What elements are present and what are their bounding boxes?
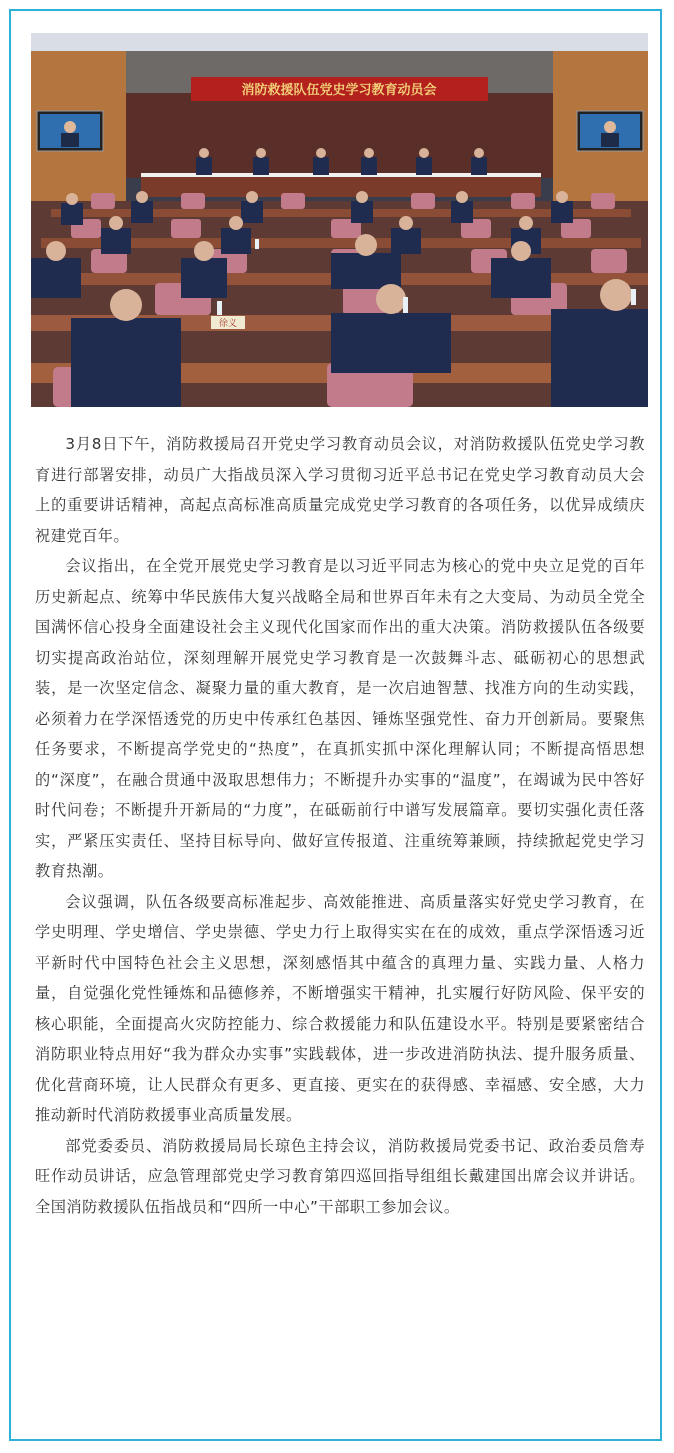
meeting-banner xyxy=(191,77,488,101)
right-video-screen xyxy=(577,111,643,151)
banner-text: 消防救援队伍党史学习教育动员会 xyxy=(241,83,437,98)
paragraph-2: 会议指出，在全党开展党史学习教育是以习近平同志为核心的党中央立足党的百年历史新起点、统筹中华民族伟大复兴战略全局和世界百年未有之大变局、为动员全党全国满怀信心投身全面建设社会主义现代化国家而作出的重大决策。消防救援队伍各级要切实提高政治站位，深刻理解开展党史学习教育是一次鼓舞斗志、砥砺初心的思想武装，是一次坚定信念、凝聚力量的重大教育，是一次启迪智慧、找准方向的生动实践，必须着力在学深悟透党的历史中传承红色基因、锤炼坚强党性、奋力开创新局。要聚焦任务要求，不断提高学党史的“热度”，在真抓实抓中深化理解认同；不断提高悟思想的“深度”，在融合贯通中汲取思想伟力；不断提升办实事的“温度”，在竭诚为民中答好时代问卷；不断提升开新局的“力度”，在砥砺前行中谱写发展篇章。要切实强化责任落实，严紧压实责任、坚持目标导向、做好宣传报道、注重统筹兼顾，持续掀起党史学习教育热潮。 xyxy=(35,557,645,880)
nameplate xyxy=(211,316,245,329)
meeting-photo xyxy=(31,33,648,407)
article-frame xyxy=(9,9,662,1441)
paragraph-4: 部党委委员、消防救援局局长琼色主持会议，消防救援局党委书记、政治委员詹寿旺作动员讲话，应急管理部党史学习教育第四巡回指导组组长戴建国出席会议并讲话。全国消防救援队伍指战员和“四所一中心”干部职工参加会议。 xyxy=(35,1136,645,1216)
left-video-screen xyxy=(37,111,103,151)
nameplate-text: 徐义 xyxy=(218,319,238,329)
paragraph-3: 会议强调，队伍各级要高标准起步、高效能推进、高质量落实好党史学习教育，在学史明理、学史增信、学史崇德、学史力行上取得实实在在的成效，重点学深悟透习近平新时代中国特色社会主义思想，深刻感悟其中蕴含的真理力量、实践力量、人格力量，自觉强化党性锤炼和品德修养，不断增强实干精神，扎实履行好防风险、保平安的核心职能，全面提高火灾防控能力、综合救援能力和队伍建设水平。特别是要紧密结合消防职业特点用好“我为群众办实事”实践载体，进一步改进消防执法、提升服务质量、优化营商环境，让人民群众有更多、更直接、更实在的获得感、幸福感、安全感，大力推动新时代消防救援事业高质量发展。 xyxy=(35,892,645,1124)
article-body xyxy=(35,429,645,1222)
paragraph-1: 3月8日下午，消防救援局召开党史学习教育动员会议，对消防救援队伍党史学习教育进行部署安排，动员广大指战员深入学习贯彻习近平总书记在党史学习教育动员大会上的重要讲话精神，高起点高标准高质量完成党史学习教育的各项任务，以优异成绩庆祝建党百年。 xyxy=(35,435,645,545)
